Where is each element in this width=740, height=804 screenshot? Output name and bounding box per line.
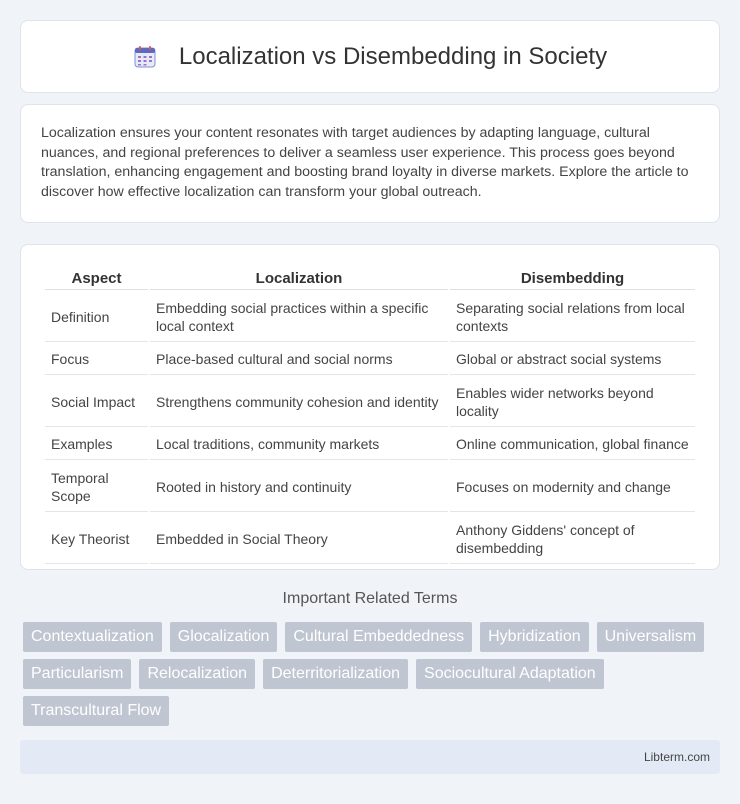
table-row <box>45 514 695 564</box>
related-term-tag[interactable]: Glocalization <box>170 622 278 652</box>
table-header-row <box>45 263 695 290</box>
table-cell: Focus <box>45 344 148 375</box>
table-cell: Temporal Scope <box>45 462 148 512</box>
table-cell: Examples <box>45 429 148 460</box>
table-cell: Embedded in Social Theory <box>150 514 448 564</box>
table-cell: Global or abstract social systems <box>450 344 695 375</box>
table-cell: Definition <box>45 292 148 342</box>
table-cell: Separating social relations from local contexts <box>450 292 695 342</box>
column-header: Localization <box>150 263 448 290</box>
column-header: Aspect <box>45 263 148 290</box>
related-term-tag[interactable]: Universalism <box>597 622 705 652</box>
related-term-tag[interactable]: Contextualization <box>23 622 162 652</box>
table-cell: Anthony Giddens' concept of disembedding <box>450 514 695 564</box>
comparison-table <box>43 261 697 566</box>
table-cell: Embedding social practices within a specific local context <box>150 292 448 342</box>
intro-text: Localization ensures your content resonates with target audiences by adapting language, cultural nuances, and regional preferences to deliver a seamless user experience. This process goes beyond translation, enhancing engagement and boosting brand loyalty in diverse markets. Explore the article to discover how effective localization can transform your global outreach. <box>41 125 689 200</box>
header-card <box>20 20 720 93</box>
table-row <box>45 429 695 460</box>
table-cell: Local traditions, community markets <box>150 429 448 460</box>
comparison-table-card <box>20 244 720 570</box>
related-term-tag[interactable]: Sociocultural Adaptation <box>416 659 604 689</box>
table-cell: Social Impact <box>45 377 148 427</box>
table-cell: Place-based cultural and social norms <box>150 344 448 375</box>
table-cell: Key Theorist <box>45 514 148 564</box>
related-term-tag[interactable]: Relocalization <box>139 659 255 689</box>
column-header: Disembedding <box>450 263 695 290</box>
related-term-tag[interactable]: Particularism <box>23 659 131 689</box>
related-terms-title: Important Related Terms <box>282 590 458 607</box>
calendar-icon <box>133 45 157 69</box>
table-cell: Strengthens community cohesion and identity <box>150 377 448 427</box>
related-term-tag[interactable]: Deterritorialization <box>263 659 408 689</box>
table-row <box>45 344 695 375</box>
related-terms-list <box>23 622 723 726</box>
table-cell: Online communication, global finance <box>450 429 695 460</box>
table-cell: Rooted in history and continuity <box>150 462 448 512</box>
table-row <box>45 292 695 342</box>
related-term-tag[interactable]: Hybridization <box>480 622 588 652</box>
table-cell: Enables wider networks beyond locality <box>450 377 695 427</box>
table-cell: Focuses on modernity and change <box>450 462 695 512</box>
table-row <box>45 377 695 427</box>
table-row <box>45 462 695 512</box>
footer <box>20 740 720 774</box>
footer-brand-link[interactable]: Libterm.com <box>643 750 710 764</box>
page-title: Localization vs Disembedding in Society <box>178 42 608 70</box>
related-term-tag[interactable]: Cultural Embeddedness <box>285 622 472 652</box>
related-term-tag[interactable]: Transcultural Flow <box>23 696 169 726</box>
intro-card <box>20 104 720 223</box>
